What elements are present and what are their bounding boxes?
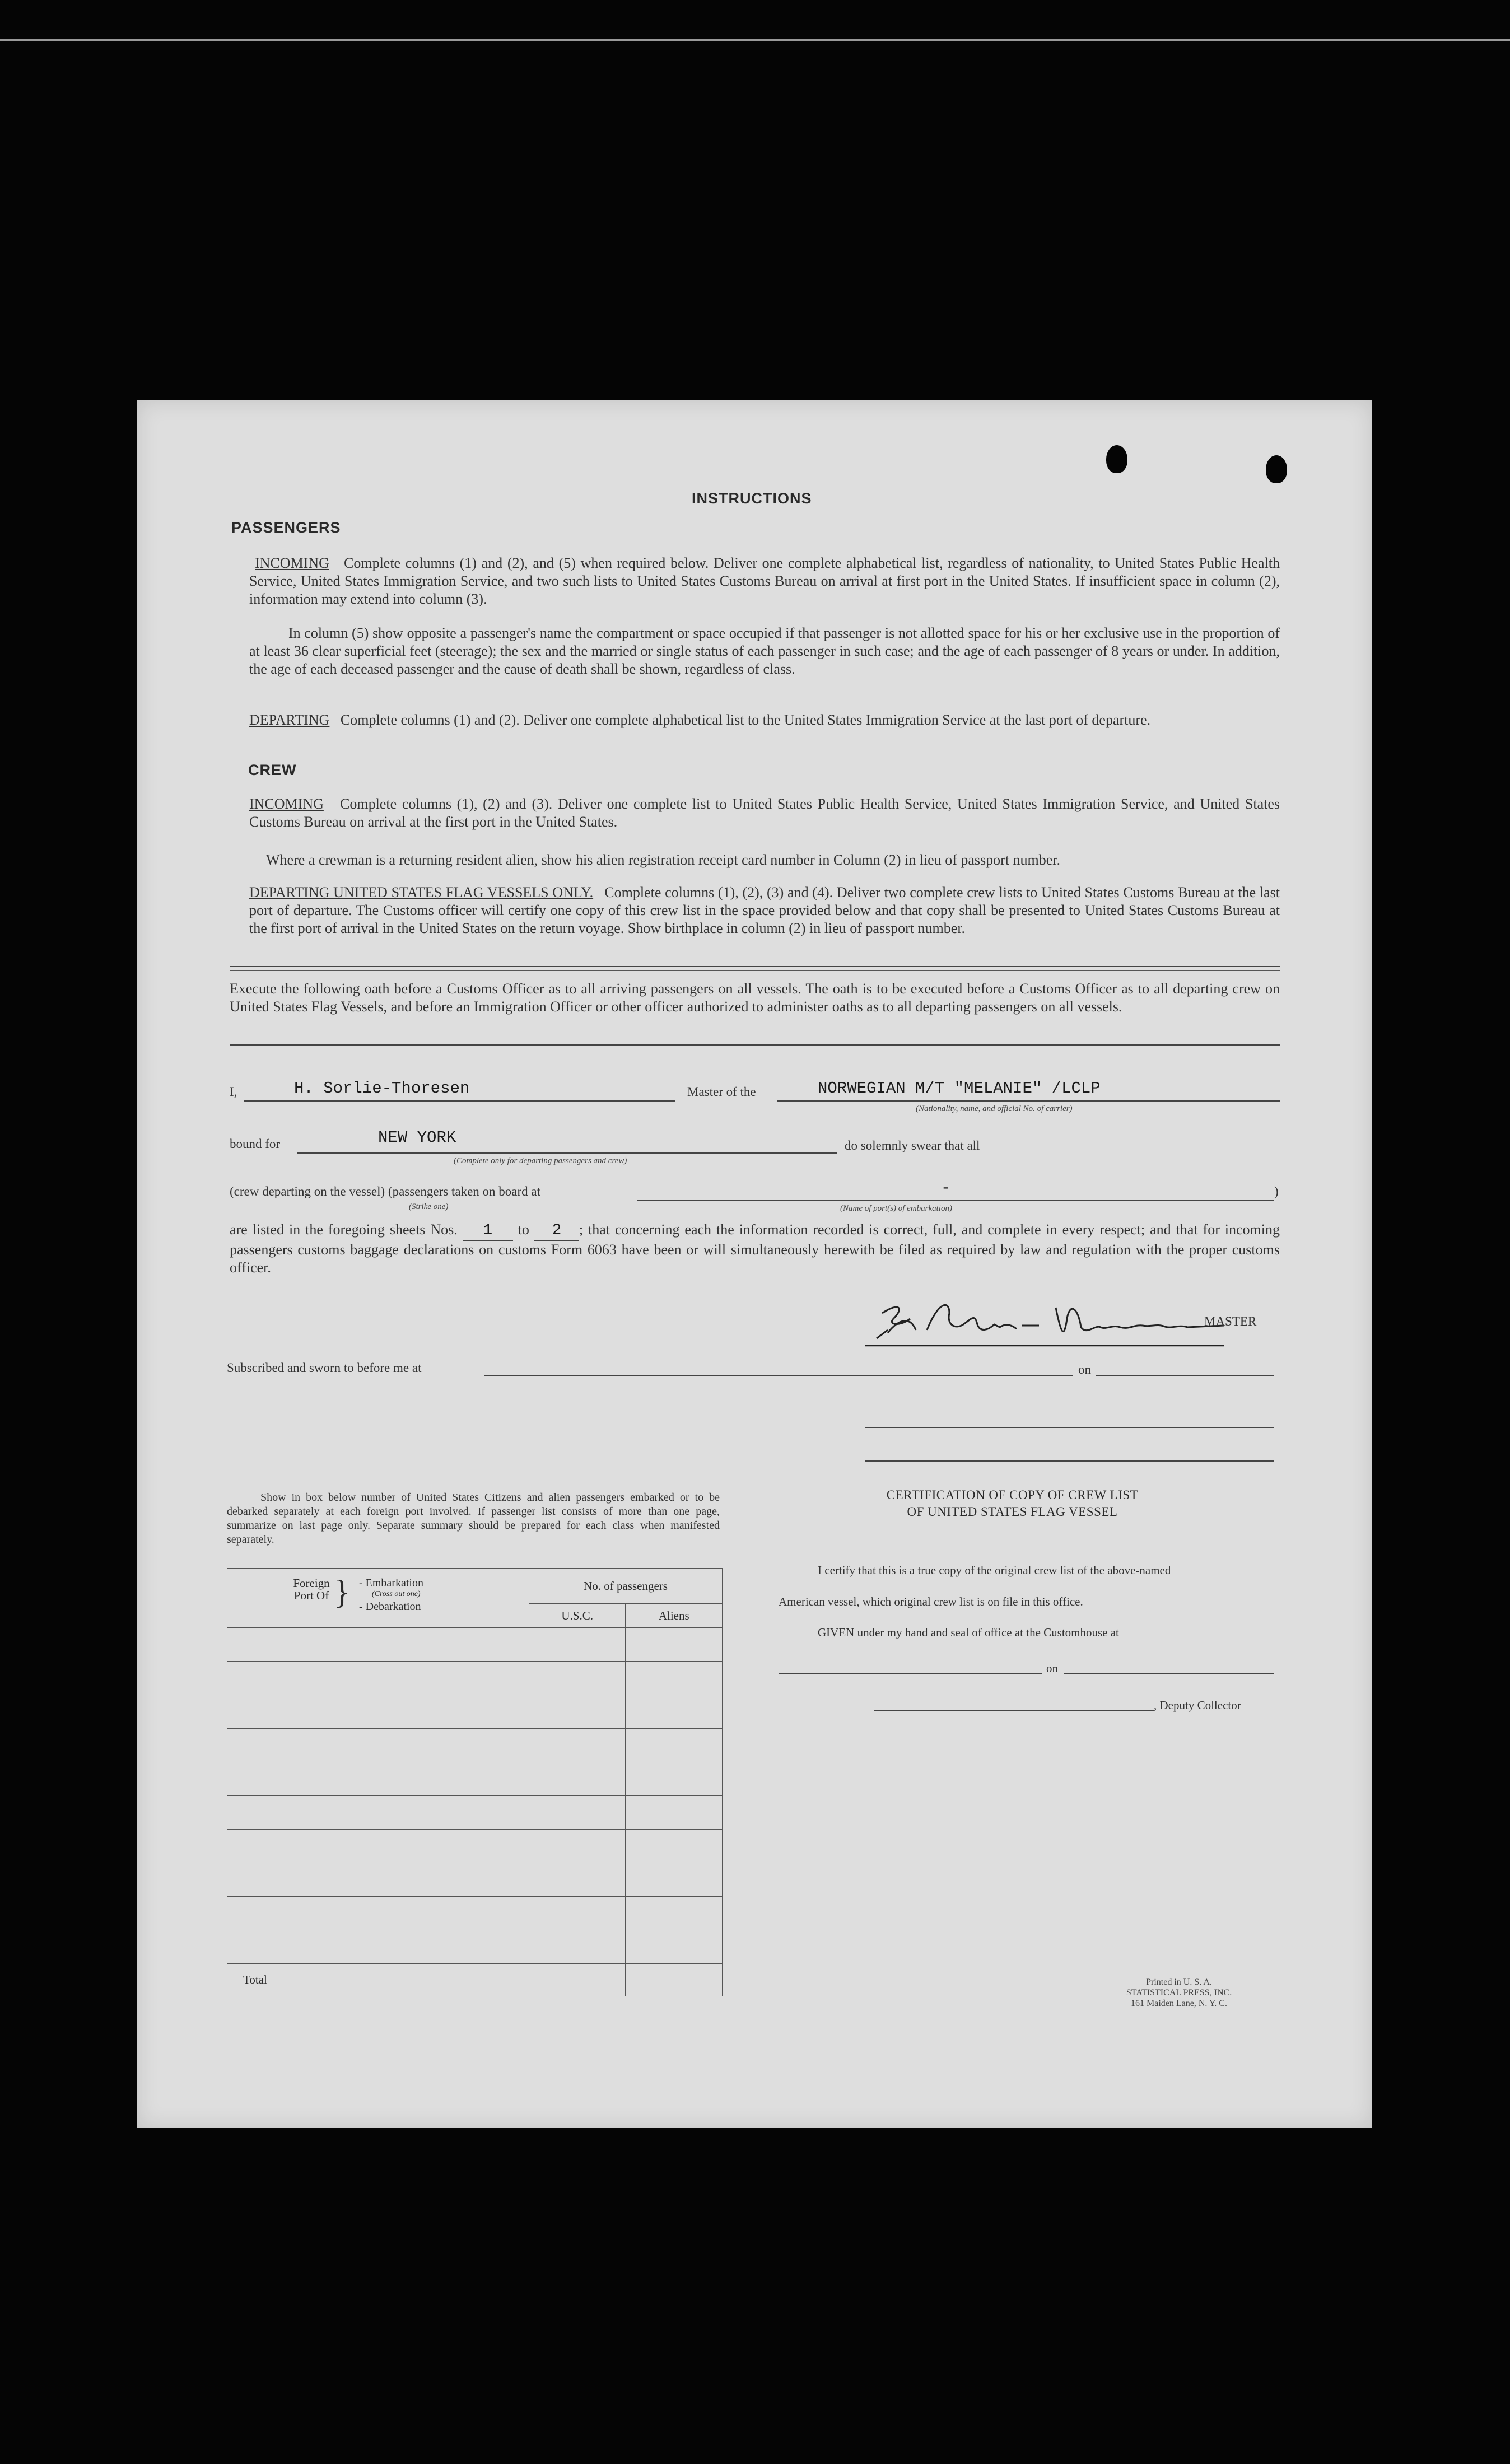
aliens-cell[interactable] xyxy=(626,1863,723,1897)
crew-incoming-paragraph xyxy=(249,795,1280,831)
deputy-signature-line xyxy=(874,1710,1154,1711)
swear-label: do solemnly swear that all xyxy=(845,1138,980,1152)
table-row xyxy=(227,1863,723,1897)
usc-cell[interactable] xyxy=(529,1662,626,1695)
total-aliens-cell[interactable] xyxy=(626,1964,723,1996)
debarkation-label: - Debarkation xyxy=(359,1600,421,1613)
aliens-cell[interactable] xyxy=(626,1830,723,1863)
table-row xyxy=(227,1930,723,1964)
passengers-incoming-text: Complete columns (1) and (2), and (5) when required below. Deliver one complete alphabetical list, regardless of nationality, to United States Public Health Service, United States Immigration Service, and two such lists to United States Customs Bureau on arrival at first port in the United States. If insufficient space in column (2), information may extend into column (3). xyxy=(249,555,1280,607)
port-hint: (Name of port(s) of embarkation) xyxy=(840,1204,952,1213)
crew-departing-paragraph xyxy=(249,884,1280,937)
subscribed-label: Subscribed and sworn to before me at xyxy=(227,1361,422,1375)
crew-list-form-page xyxy=(137,400,1372,2128)
table-row xyxy=(227,1830,723,1863)
subscribed-on-label: on xyxy=(1078,1362,1091,1376)
crew-incoming-label: INCOMING xyxy=(249,796,324,812)
cross-out-hint: (Cross out one) xyxy=(372,1590,421,1598)
vessel-value: NORWEGIAN M/T "MELANIE" /LCLP xyxy=(818,1079,1101,1098)
printer-line3: 161 Maiden Lane, N. Y. C. xyxy=(1131,1999,1227,2008)
officer-signature-line xyxy=(865,1427,1274,1428)
passengers-count-header xyxy=(529,1569,722,1628)
port-cell[interactable] xyxy=(227,1863,529,1897)
usc-cell[interactable] xyxy=(529,1796,626,1830)
table-row xyxy=(227,1662,723,1695)
crew-departing-text: Complete columns (1), (2), (3) and (4). Deliver two complete crew lists to United States Customs Bureau at the last port of departure. The Customs officer will certify one copy of this crew list in the space provided below and that copy shall be presented to United States Customs Bureau at the first port of arrival in the United States on the return voyage. Show birthplace in column (2) in lieu of passport number. xyxy=(249,884,1280,936)
printer-line2: STATISTICAL PRESS, INC. xyxy=(1126,1988,1232,1998)
port-cell[interactable] xyxy=(227,1930,529,1964)
passenger-summary-table xyxy=(227,1568,723,1996)
destination-hint: (Complete only for departing passengers and crew) xyxy=(454,1156,627,1165)
certification-title-line2: OF UNITED STATES FLAG VESSEL xyxy=(907,1505,1118,1519)
sheet-to-label: to xyxy=(518,1221,529,1238)
usc-cell[interactable] xyxy=(529,1729,626,1762)
aliens-cell[interactable] xyxy=(626,1662,723,1695)
punch-hole xyxy=(1106,445,1127,473)
divider xyxy=(230,970,1280,971)
port-cell[interactable] xyxy=(227,1662,529,1695)
divider xyxy=(230,1044,1280,1046)
foreign-port-of-label: Foreign Port Of xyxy=(293,1576,330,1602)
table-row xyxy=(227,1762,723,1796)
usc-cell[interactable] xyxy=(529,1695,626,1729)
printer-line1: Printed in U. S. A. xyxy=(1146,1977,1212,1987)
usc-cell[interactable] xyxy=(529,1863,626,1897)
vessel-line xyxy=(777,1100,1280,1102)
i-label: I, xyxy=(230,1085,237,1099)
master-label: MASTER xyxy=(1204,1314,1257,1328)
subscribed-date-line xyxy=(1096,1375,1274,1376)
port-cell[interactable] xyxy=(227,1762,529,1796)
brace: } xyxy=(334,1574,350,1611)
usc-label: U.S.C. xyxy=(529,1604,626,1627)
total-row xyxy=(227,1964,723,1996)
master-of-label: Master of the xyxy=(687,1085,756,1099)
aliens-label: Aliens xyxy=(658,1609,689,1622)
crew-heading: CREW xyxy=(248,762,297,778)
aliens-cell[interactable] xyxy=(626,1930,723,1964)
sheets-statement xyxy=(230,1221,1280,1277)
passengers-departing-paragraph xyxy=(249,711,1280,729)
destination-value: NEW YORK xyxy=(378,1128,456,1147)
aliens-cell[interactable] xyxy=(626,1695,723,1729)
summary-instructions: Show in box below number of United States Citizens and alien passengers embarked or to be debarked separately at each foreign port involved. If passenger list consists of more than one page, summarize on last page only. Separate summary should be prepared for each class when manifested separately. xyxy=(227,1491,720,1546)
table-row xyxy=(227,1897,723,1930)
usc-cell[interactable] xyxy=(529,1930,626,1964)
passengers-heading: PASSENGERS xyxy=(231,519,341,536)
vessel-hint: (Nationality, name, and official No. of carrier) xyxy=(916,1104,1073,1113)
port-cell[interactable] xyxy=(227,1695,529,1729)
usc-cell[interactable] xyxy=(529,1762,626,1796)
embarkation-label: - Embarkation xyxy=(359,1577,423,1589)
passengers-departing-text: Complete columns (1) and (2). Deliver one complete alphabetical list to the United States Immigration Service at the last port of departure. xyxy=(340,712,1151,728)
table-row xyxy=(227,1796,723,1830)
oath-intro: Execute the following oath before a Customs Officer as to all arriving passengers on all vessels. The oath is to be executed before a Customs Officer as to all departing crew on United States Flag Vessels, and before an Immigration Officer or other officer authorized to administer oaths as to all departing passengers on all vessels. xyxy=(230,981,1280,1015)
total-label: Total xyxy=(227,1964,529,1996)
foreign-port-header xyxy=(227,1569,529,1628)
usc-cell[interactable] xyxy=(529,1897,626,1930)
total-usc-cell[interactable] xyxy=(529,1964,626,1996)
crew-incoming-text: Complete columns (1), (2) and (3). Deliver one complete list to United States Public Health Service, United States Immigration Service, and United States Customs Bureau on arrival at the first port in the United States. xyxy=(249,796,1280,830)
certify-line1: I certify that this is a true copy of the original crew list of the above-named xyxy=(818,1564,1171,1577)
given-text: GIVEN under my hand and seal of office at the Customhouse at xyxy=(818,1626,1119,1639)
certification-date-line xyxy=(1064,1673,1274,1674)
aliens-cell[interactable] xyxy=(626,1897,723,1930)
deputy-collector-label: , Deputy Collector xyxy=(1154,1698,1241,1712)
table-row xyxy=(227,1729,723,1762)
subscribed-place-line xyxy=(484,1375,1073,1376)
scan-top-line xyxy=(0,39,1510,41)
sheets-prefix: are listed in the foregoing sheets Nos. xyxy=(230,1221,458,1238)
sheet-from-value: 1 xyxy=(463,1222,513,1241)
instructions-title: INSTRUCTIONS xyxy=(692,490,812,507)
usc-cell[interactable] xyxy=(529,1830,626,1863)
crew-departing-label: (crew departing on the vessel) (passengers taken on board at xyxy=(230,1184,540,1198)
passengers-incoming-paragraph xyxy=(249,554,1280,608)
table-row xyxy=(227,1695,723,1729)
port-cell[interactable] xyxy=(227,1729,529,1762)
certification-on-label: on xyxy=(1046,1662,1058,1675)
usc-cell[interactable] xyxy=(529,1628,626,1662)
departing-label: DEPARTING xyxy=(249,712,330,728)
aliens-cell[interactable] xyxy=(626,1762,723,1796)
departing-flag-label: DEPARTING UNITED STATES FLAG VESSELS ONLY. xyxy=(249,884,594,900)
punch-hole xyxy=(1266,455,1287,483)
bound-for-label: bound for xyxy=(230,1137,281,1151)
customhouse-place-line xyxy=(779,1673,1042,1674)
port-cell[interactable] xyxy=(227,1897,529,1930)
sheet-to-value: 2 xyxy=(534,1222,579,1241)
incoming-label: INCOMING xyxy=(255,555,329,571)
crew-returning-paragraph: Where a crewman is a returning resident alien, show his alien registration receipt card number in Column (2) in lieu of passport number. xyxy=(266,852,1061,868)
port-cell[interactable] xyxy=(227,1796,529,1830)
aliens-cell[interactable] xyxy=(626,1729,723,1762)
master-signature xyxy=(865,1285,1358,1352)
destination-line xyxy=(297,1152,837,1154)
port-line xyxy=(637,1200,1274,1201)
no-of-passengers-label: No. of passengers xyxy=(529,1569,722,1604)
close-paren: ) xyxy=(1274,1184,1279,1198)
strike-hint: (Strike one) xyxy=(409,1202,449,1211)
certify-line2: American vessel, which original crew list is on file in this office. xyxy=(779,1595,1083,1608)
master-name-value: H. Sorlie-Thoresen xyxy=(294,1079,470,1098)
column5-paragraph: In column (5) show opposite a passenger's name the compartment or space occupied if that passenger is not allotted space for his or her exclusive use in the proportion of at least 36 clear superficial feet (steerage); the sex and the married or single status of each passenger in such case; and the age of each passenger of 8 years or under. In addition, the age of each deceased passenger and the cause of death shall be shown, regardless of class. xyxy=(249,625,1280,677)
table-row xyxy=(227,1628,723,1662)
port-cell[interactable] xyxy=(227,1628,529,1662)
certification-title-line1: CERTIFICATION OF COPY OF CREW LIST xyxy=(886,1488,1139,1502)
certification-title xyxy=(751,1487,1274,1520)
officer-title-line xyxy=(865,1460,1274,1462)
port-cell[interactable] xyxy=(227,1830,529,1863)
divider xyxy=(230,966,1280,967)
oath-statement: ; that concerning each the information recorded is correct, full, and complete in every respect; and that for incoming passengers customs baggage declarations on customs Form 6063 have been or will simultaneously herewith be filed as required by law and regulation with the proper customs officer. xyxy=(230,1221,1280,1276)
master-name-line xyxy=(244,1100,675,1102)
port-value: - xyxy=(941,1179,951,1197)
printer-imprint xyxy=(1095,1977,1263,2009)
aliens-cell[interactable] xyxy=(626,1796,723,1830)
aliens-cell[interactable] xyxy=(626,1628,723,1662)
